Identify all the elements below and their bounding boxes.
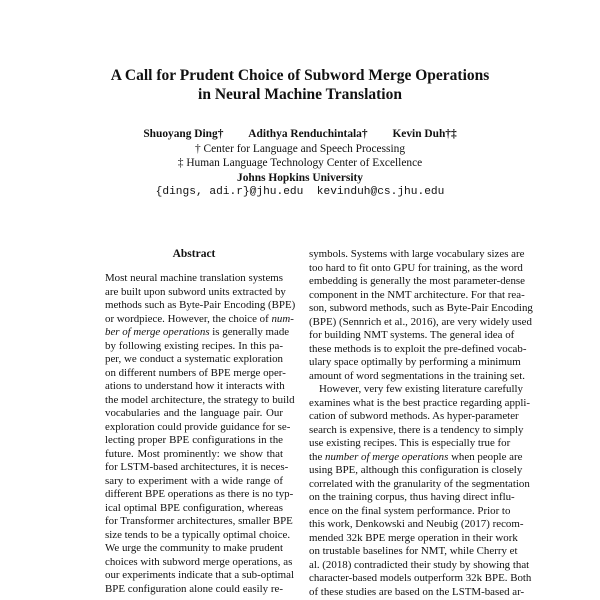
text-run: too hard to fit onto GPU for training, as the word xyxy=(309,261,523,274)
text-run: the xyxy=(309,450,326,463)
text-run: future. Most prominently: we show that xyxy=(105,447,283,460)
text-run: is generally made xyxy=(209,326,290,338)
text-run: for LSTM-based architectures, it is neces- xyxy=(105,461,289,473)
university: Johns Hopkins University xyxy=(237,171,363,184)
abstract-heading: Abstract xyxy=(172,248,216,260)
text-line xyxy=(309,315,532,330)
text-line xyxy=(309,558,530,573)
text-line xyxy=(105,393,295,408)
text-line xyxy=(105,502,283,516)
text-run: our experiments indicate that a sub-optimal xyxy=(105,569,295,581)
text-line xyxy=(105,528,291,543)
text-line xyxy=(105,569,295,583)
affiliation: † Center for Language and Speech Processing xyxy=(194,142,406,155)
text-line xyxy=(309,248,525,262)
text-run: embedding is generally the most parameter-dense xyxy=(309,275,526,287)
text-line xyxy=(309,275,526,289)
text-run: on trustable baselines for NMT, while Cherry et xyxy=(309,545,518,557)
text-line xyxy=(105,434,283,448)
text-line xyxy=(105,475,283,489)
text-run: ulary space optimally by performing a minimum xyxy=(309,356,521,368)
text-line xyxy=(309,356,521,370)
text-line xyxy=(105,583,283,597)
text-run: correlated with the granularity of the segmentation xyxy=(309,477,530,490)
text-line xyxy=(309,518,524,532)
text-run: on different numbers of BPE merge oper- xyxy=(105,366,286,379)
text-line xyxy=(105,420,291,435)
text-run: using BPE, although this configuration is closely xyxy=(309,464,523,476)
text-run: sary to experiment with a wide range of xyxy=(105,474,283,487)
text-line xyxy=(105,340,283,354)
text-line xyxy=(105,312,294,327)
text-line xyxy=(309,450,523,465)
text-run: different BPE operations as there is no typ- xyxy=(105,488,294,500)
introduction-body xyxy=(309,248,533,599)
text-run: lecting proper BPE configurations in the xyxy=(105,434,283,446)
text-line xyxy=(105,448,283,462)
text-run: of these studies are based on the LSTM-based ar- xyxy=(309,585,525,598)
text-run: per, we conduct a systematic exploration xyxy=(105,353,283,365)
text-line xyxy=(309,261,523,276)
text-run: component in the NMT architecture. For that rea- xyxy=(309,288,525,301)
text-line xyxy=(105,542,283,556)
text-run: the model architecture, the strategy to build xyxy=(105,393,295,406)
text-run: BPE configuration alone could easily re- xyxy=(105,582,283,595)
text-run: We urge the community to make prudent xyxy=(105,542,283,554)
text-run: (BPE) (Sennrich et al., 2016), are very widely used xyxy=(309,315,532,328)
text-run: character-based models outperform 32k BPE. Both xyxy=(309,572,532,584)
author-name: Adithya Renduchintala† xyxy=(248,128,368,140)
author-name: Shuoyang Ding† xyxy=(143,128,224,140)
text-run: when people are xyxy=(448,450,523,463)
text-line xyxy=(105,285,286,300)
text-line xyxy=(309,504,511,519)
text-line xyxy=(309,423,524,438)
text-run: mended 32k BPE merge operation in their work xyxy=(309,531,518,544)
author-name: Kevin Duh†‡ xyxy=(392,128,457,140)
title-line: A Call for Prudent Choice of Subword Merge Operations xyxy=(110,67,490,84)
text-run: on the training corpus, thus having direct influ- xyxy=(309,491,515,503)
author-block xyxy=(0,127,600,200)
text-line xyxy=(309,545,518,559)
italic-term: number of merge operations xyxy=(325,450,449,463)
italic-term: num- xyxy=(271,312,294,325)
text-run: symbols. Systems with large vocabulary sizes are xyxy=(309,248,525,260)
text-line xyxy=(309,369,525,384)
text-line xyxy=(309,288,525,303)
text-line xyxy=(309,464,523,478)
text-run: are built upon subword units extracted by xyxy=(105,285,286,298)
author-emails: {dings, adi.r}@jhu.edu kevinduh@cs.jhu.edu xyxy=(155,186,445,199)
text-run: vocabularies and the language pair. Our xyxy=(105,407,283,419)
text-line xyxy=(105,272,283,286)
paper-title xyxy=(0,66,600,104)
affiliation: ‡ Human Language Technology Center of Excellence xyxy=(177,157,423,170)
text-run: However, very few existing literature carefully xyxy=(319,383,523,395)
text-run: exploration could provide guidance for se- xyxy=(105,420,291,433)
text-run: for Transformer architectures, smaller BPE xyxy=(105,515,293,527)
title-line: in Neural Machine Translation xyxy=(198,86,402,103)
text-run: Most neural machine translation systems xyxy=(105,272,283,284)
text-run: cation of subword methods. As hyper-parameter xyxy=(309,410,519,422)
text-run: for building NMT systems. The general idea of xyxy=(309,329,515,341)
text-line xyxy=(105,366,286,381)
text-line xyxy=(309,572,532,586)
text-run: methods such as Byte-Pair Encoding (BPE) xyxy=(105,299,296,311)
text-run: amount of word segmentations in the training set. xyxy=(309,369,525,382)
text-line xyxy=(105,555,293,570)
text-line xyxy=(309,329,515,343)
text-run: examines what is the best practice regarding appli- xyxy=(309,396,531,409)
text-line xyxy=(309,437,511,451)
text-run: choices with subword merge operations, as xyxy=(105,555,293,568)
text-line xyxy=(105,326,290,340)
text-line xyxy=(105,461,289,475)
text-line xyxy=(309,396,531,411)
text-line xyxy=(309,342,527,357)
text-run: son, subword methods, such as Byte-Pair Encoding xyxy=(309,302,533,314)
text-run: ations to understand how it interacts with xyxy=(105,380,285,392)
text-line xyxy=(309,477,530,492)
text-run: this work, Denkowski and Neubig (2017) recom- xyxy=(309,518,524,530)
text-line xyxy=(309,531,518,546)
text-line xyxy=(105,380,283,394)
text-run: al. (2018) contradicted their study by showing that xyxy=(309,558,530,571)
text-line xyxy=(309,410,519,424)
text-run: use existing recipes. This is especially true for xyxy=(309,437,511,449)
text-line xyxy=(309,383,523,397)
text-run: or wordpiece. However, the choice of xyxy=(105,312,272,325)
text-run: size tends to be a typically optimal choice. xyxy=(105,528,291,541)
text-run: by following existing recipes. In this pa- xyxy=(105,339,283,352)
text-line xyxy=(309,585,525,600)
text-line xyxy=(105,407,283,421)
text-line xyxy=(309,302,533,316)
text-run: search is expensive, there is a tendency to simply xyxy=(309,423,524,436)
text-line xyxy=(105,299,296,313)
text-line xyxy=(309,491,515,505)
text-run: these methods is to exploit the pre-defined vocab- xyxy=(309,342,527,355)
text-line xyxy=(105,488,294,502)
text-line xyxy=(105,515,293,529)
text-line xyxy=(105,353,283,367)
abstract-body xyxy=(105,272,296,596)
text-run: ence on the final system performance. Prior to xyxy=(309,504,511,517)
text-run: ical optimal BPE configuration, whereas xyxy=(105,501,283,514)
italic-term: ber of merge operations xyxy=(105,326,210,338)
